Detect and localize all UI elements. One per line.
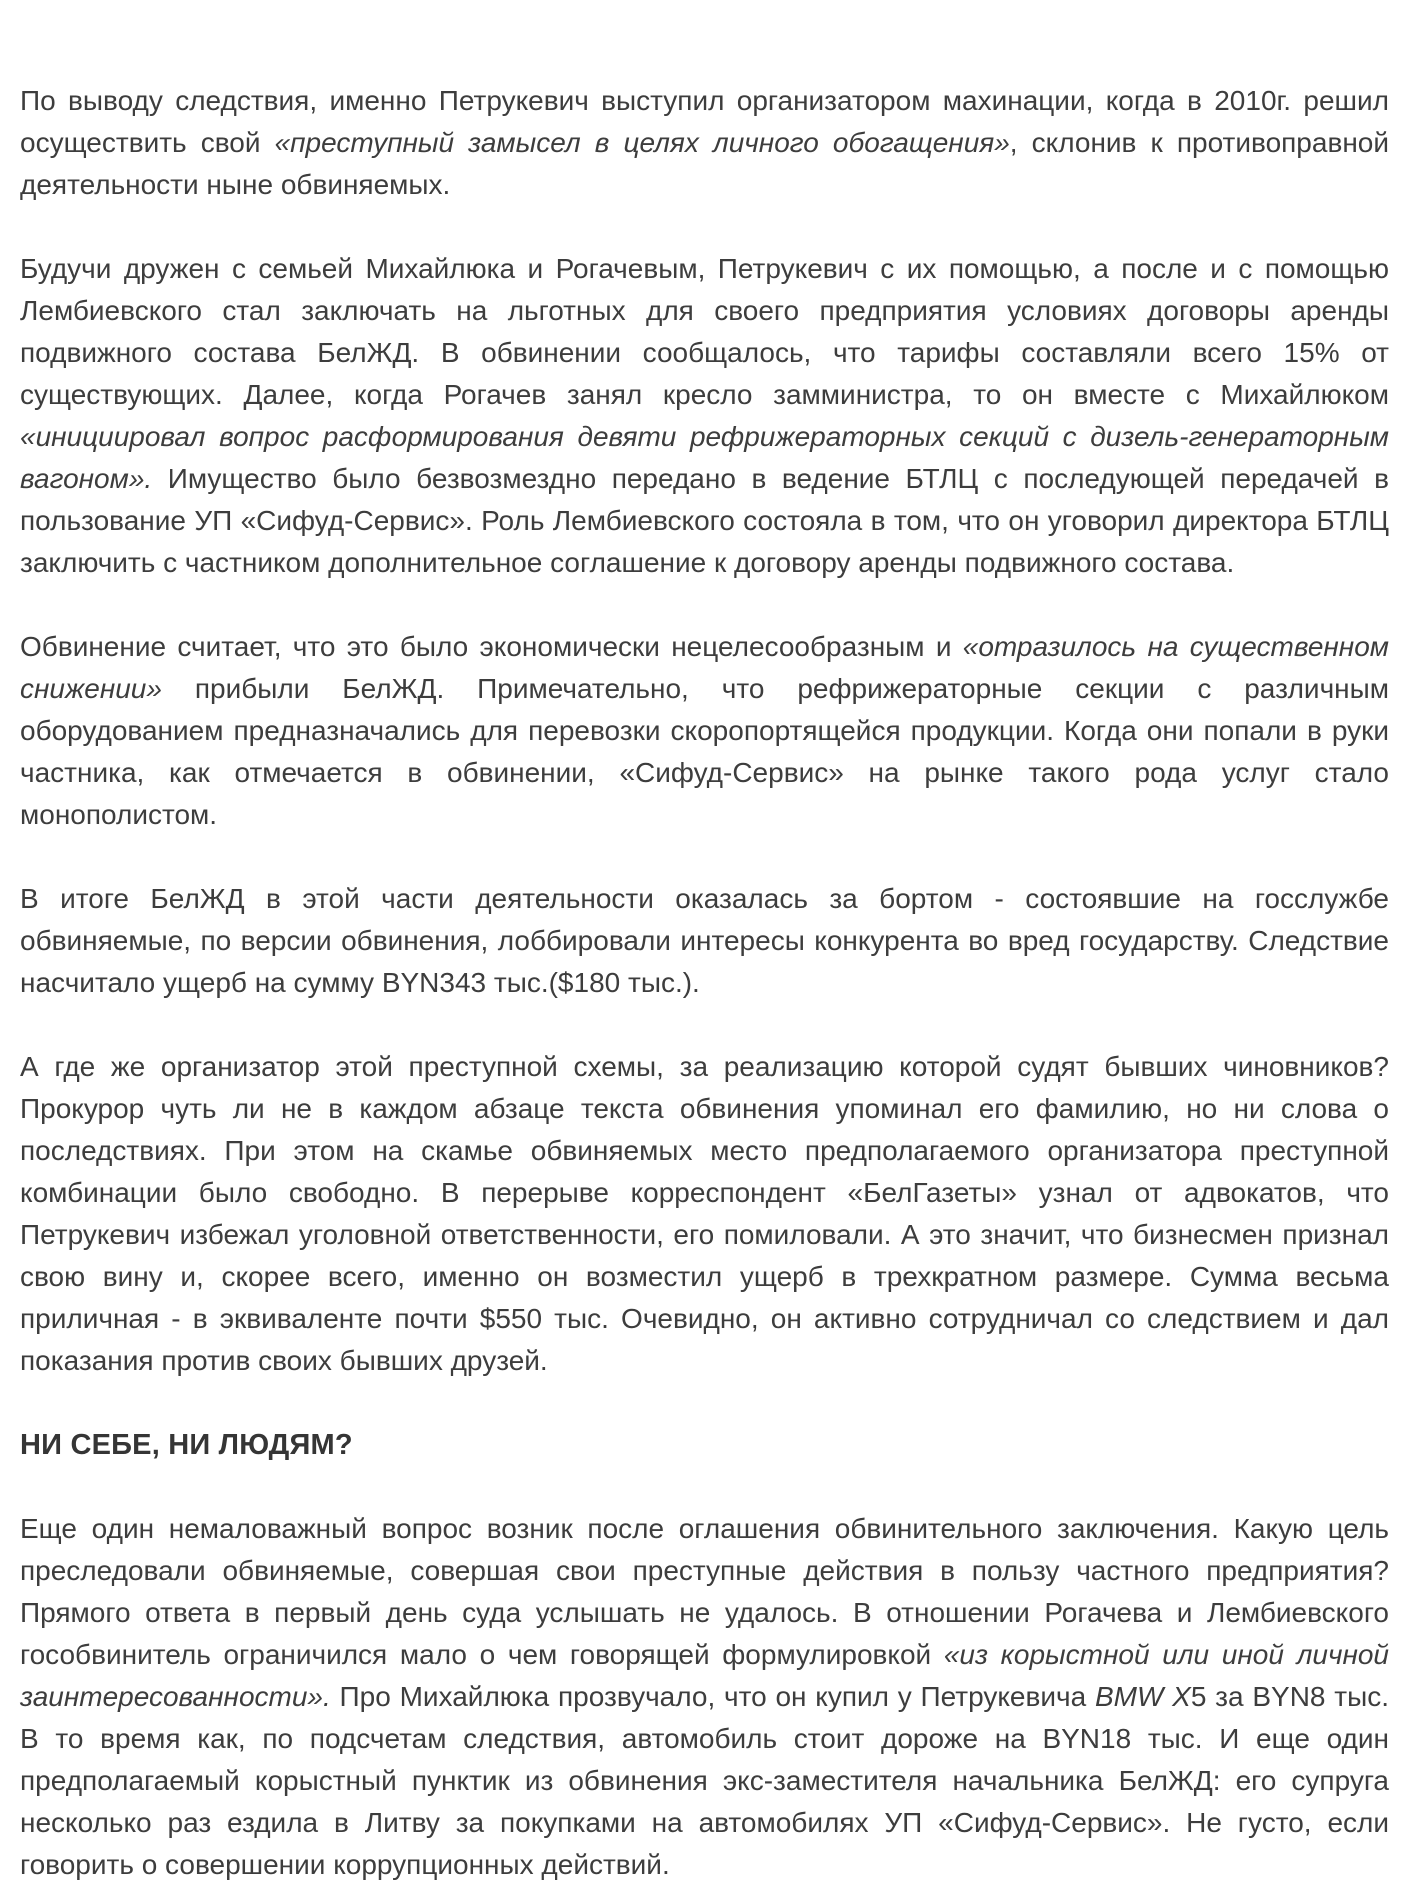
paragraph bbox=[20, 626, 1389, 836]
text-run: НИ СЕБЕ, НИ ЛЮДЯМ? bbox=[20, 1429, 353, 1461]
text-run: 5 за BYN8 тыс. В то время как, по подсчетам следствия, автомобиль стоит дороже на BYN18 тыс. И еще один предполагаемый корыстный пунктик из обвинения экс-заместителя начальника БелЖД: его супруга несколько раз ездила в Литву за покупками на автомобилях УП «Сифуд-Сервис». Не густо, если говорить о совершении коррупционных действий. bbox=[20, 1681, 1389, 1880]
text-run: По выводу следствия, именно Петрукевич выступил организатором махинации, когда в 2010г. решил осуществить свой bbox=[20, 85, 1389, 158]
italic-text-run: «отразилось на существенном снижении» bbox=[20, 631, 1389, 704]
paragraph bbox=[20, 1508, 1389, 1886]
text-run: Будучи дружен с семьей Михайлюка и Рогачевым, Петрукевич с их помощью, а после и с помощью Лембиевского стал заключать на льготных для своего предприятия условиях договоры аренды подвижного состава БелЖД. В обвинении сообщалось, что тарифы составляли всего 15% от существующих. Далее, когда Рогачев занял кресло замминистра, то он вместе с Михайлюком bbox=[20, 253, 1389, 410]
text-run: Имущество было безвозмездно передано в ведение БТЛЦ с последующей передачей в пользование УП «Сифуд-Сервис». Роль Лембиевского состояла в том, что он уговорил директора БТЛЦ заключить с частником дополнительное соглашение к договору аренды подвижного состава. bbox=[20, 463, 1389, 578]
italic-text-run: «из корыстной или иной личной заинтересованности». bbox=[20, 1639, 1389, 1712]
paragraph bbox=[20, 80, 1389, 206]
section-heading bbox=[20, 1424, 1389, 1466]
text-run: прибыли БелЖД. Примечательно, что рефрижераторные секции с различным оборудованием предназначались для перевозки скоропортящейся продукции. Когда они попали в руки частника, как отмечается в обвинении, «Сифуд-Сервис» на рынке такого рода услуг стало монополистом. bbox=[20, 673, 1389, 830]
text-run: Про Михайлюка прозвучало, что он купил у Петрукевича bbox=[330, 1681, 1095, 1712]
paragraph bbox=[20, 248, 1389, 584]
text-run: Обвинение считает, что это было экономически нецелесообразным и bbox=[20, 631, 963, 662]
text-run: , склонив к противоправной деятельности ныне обвиняемых. bbox=[20, 127, 1389, 200]
paragraph bbox=[20, 878, 1389, 1004]
paragraph bbox=[20, 1046, 1389, 1382]
italic-text-run: «инициировал вопрос расформирования девяти рефрижераторных секций с дизель-генераторным вагоном». bbox=[20, 421, 1389, 494]
text-run: Еще один немаловажный вопрос возник после оглашения обвинительного заключения. Какую цель преследовали обвиняемые, совершая свои преступные действия в пользу частного предприятия? Прямого ответа в первый день суда услышать не удалось. В отношении Рогачева и Лембиевского гособвинитель ограничился мало о чем говорящей формулировкой bbox=[20, 1513, 1389, 1670]
text-run: В итоге БелЖД в этой части деятельности оказалась за бортом - состоявшие на госслужбе обвиняемые, по версии обвинения, лоббировали интересы конкурента во вред государству. Следствие насчитало ущерб на сумму BYN343 тыс.($180 тыс.). bbox=[20, 883, 1389, 998]
text-run: А где же организатор этой преступной схемы, за реализацию которой судят бывших чиновников? Прокурор чуть ли не в каждом абзаце текста обвинения упоминал его фамилию, но ни слова о последствиях. При этом на скамье обвиняемых место предполагаемого организатора преступной комбинации было свободно. В перерыве корреспондент «БелГазеты» узнал от адвокатов, что Петрукевич избежал уголовной ответственности, его помиловали. А это значит, что бизнесмен признал свою вину и, скорее всего, именно он возместил ущерб в трехкратном размере. Сумма весьма приличная - в эквиваленте почти $550 тыс. Очевидно, он активно сотрудничал со следствием и дал показания против своих бывших друзей. bbox=[20, 1051, 1389, 1376]
italic-text-run: «преступный замысел в целях личного обогащения» bbox=[274, 127, 1010, 158]
italic-text-run: BMW X bbox=[1094, 1681, 1191, 1712]
